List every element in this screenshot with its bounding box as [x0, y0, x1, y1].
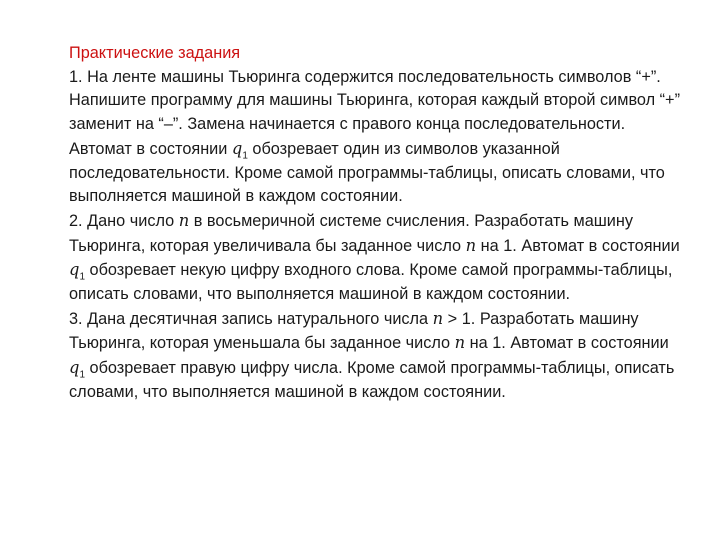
task-3	[69, 307, 680, 405]
task-3-var-n1: n	[432, 308, 444, 328]
task-2-sub: 1	[79, 271, 85, 283]
task-3-var-q: q	[69, 358, 80, 378]
task-2-var-n2: n	[465, 235, 477, 255]
task-3-var-n2: n	[454, 333, 466, 353]
task-1	[69, 66, 680, 209]
task-1-text-a: 1. На ленте машины Тьюринга содержится последовательность символов “+”. Напишите программу для машины Тьюринга, которая каждый второй символ “+” заменит на “–”. Замена начинается с правого конца последовательности. Автомат в состоянии	[69, 67, 680, 158]
task-3-text-c: на 1. Автомат в состоянии	[465, 334, 669, 353]
task-2-var-q: q	[69, 260, 80, 280]
task-3-sub: 1	[79, 369, 85, 381]
task-3-text-a: 3. Дана десятичная запись натурального числа	[69, 309, 433, 328]
task-2-text-b: в восьмеричной системе счисления. Разработать машину Тьюринга, которая увеличивала бы заданное число	[69, 211, 634, 255]
task-2-text-c: на 1. Автомат в состоянии	[476, 236, 680, 255]
slide-title: Практические задания	[69, 44, 241, 62]
task-3-text-d: обозревает правую цифру числа. Кроме самой программы-таблицы, описать словами, что выполняется машиной в каждом состоянии.	[69, 359, 675, 401]
task-2-text-a: 2. Дано число	[69, 211, 179, 230]
task-2-text-d: обозревает некую цифру входного слова. Кроме самой программы-таблицы, описать словами, что выполняется машиной в каждом состоянии.	[69, 261, 673, 304]
task-1-var-q: q	[231, 138, 243, 158]
task-2	[69, 209, 680, 307]
task-1-text-b: обозревает один из символов указанной последовательности. Кроме самой программы-таблицы, описать словами, что выполняется машиной в каждом состоянии.	[69, 139, 665, 206]
task-3-text-b: > 1. Разработать машину Тьюринга, которая уменьшала бы заданное число	[69, 309, 639, 353]
task-1-sub: 1	[242, 150, 248, 162]
task-2-var-n1: n	[178, 210, 190, 230]
